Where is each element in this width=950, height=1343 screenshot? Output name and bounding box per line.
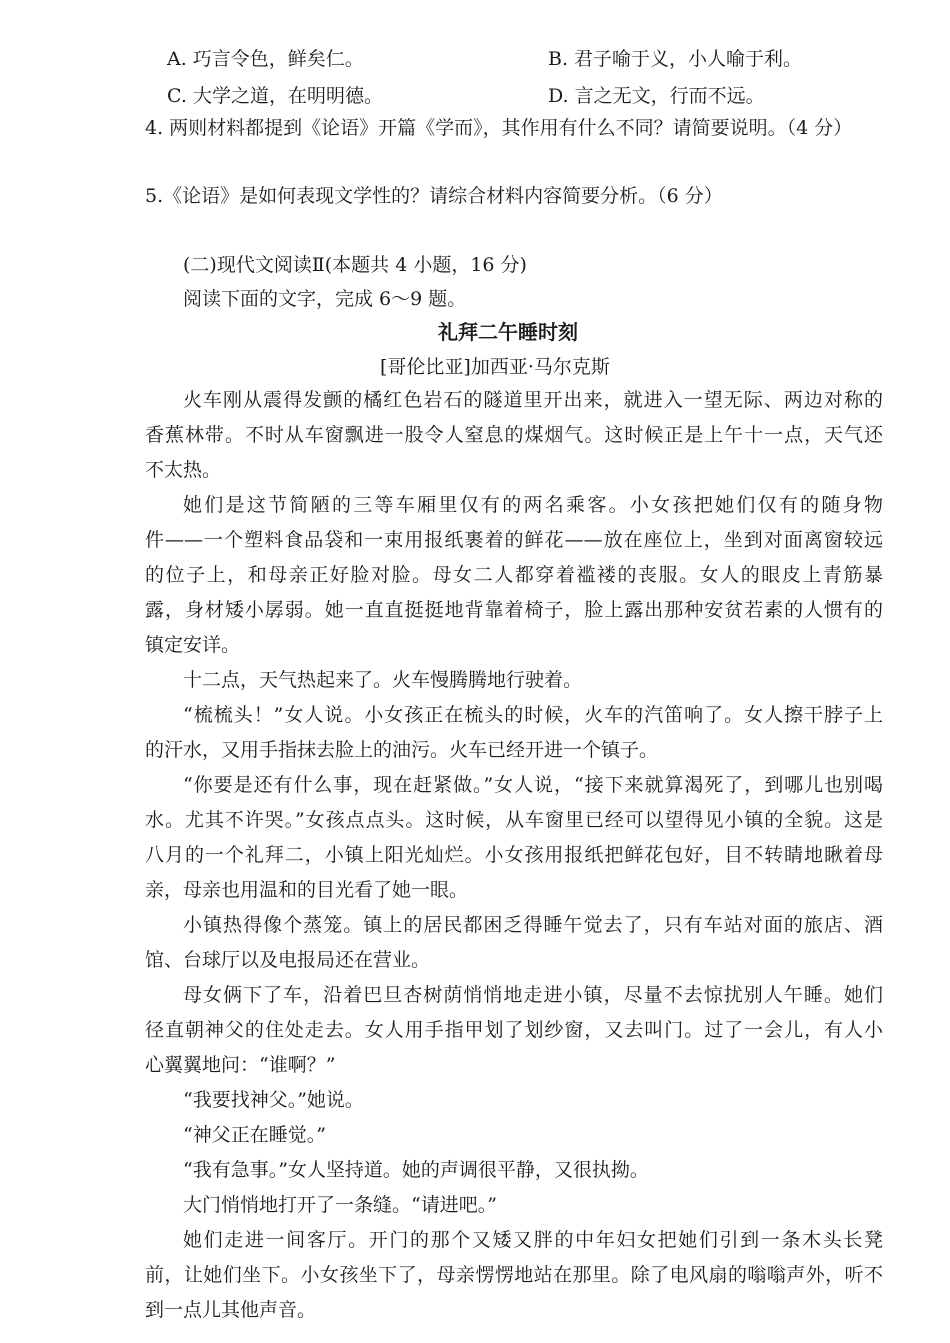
article-line: “我要找神父。”她说。 xyxy=(183,1089,364,1111)
article-line: 火车刚从震得发颤的橘红色岩石的隧道里开出来，就进入一望无际、两边对称的 xyxy=(183,389,883,411)
article-line: 不太热。 xyxy=(145,459,222,481)
article-line: 小镇热得像个蒸笼。镇上的居民都困乏得睡午觉去了，只有车站对面的旅店、酒 xyxy=(183,914,883,936)
article-line: “神父正在睡觉。” xyxy=(183,1124,326,1146)
article-line: 十二点，天气热起来了。火车慢腾腾地行驶着。 xyxy=(183,669,583,691)
section-heading: (二)现代文阅读Ⅱ(本题共 4 小题，16 分) xyxy=(183,254,527,276)
option-d: D. 言之无文，行而不远。 xyxy=(548,85,765,107)
article-line: 前，让她们坐下。小女孩坐下了，母亲愣愣地站在那里。除了电风扇的嗡嗡声外，听不 xyxy=(145,1264,883,1286)
article-line: 馆、台球厅以及电报局还在营业。 xyxy=(145,949,431,971)
article-title: 礼拜二午睡时刻 xyxy=(438,320,578,344)
option-b: B. 君子喻于义，小人喻于利。 xyxy=(548,48,803,70)
article-line: 香蕉林带。不时从车窗飘进一股令人窒息的煤烟气。这时候正是上午十一点，天气还 xyxy=(145,424,883,446)
option-a: A. 巧言令色，鲜矣仁。 xyxy=(167,48,364,70)
article-line: 到一点儿其他声音。 xyxy=(145,1299,317,1321)
article-line: 镇定安详。 xyxy=(145,634,241,656)
article-line: 母女俩下了车，沿着巴旦杏树荫悄悄地走进小镇，尽量不去惊扰别人午睡。她们 xyxy=(183,984,883,1006)
article-line: 八月的一个礼拜二，小镇上阳光灿烂。小女孩用报纸把鲜花包好，目不转睛地瞅着母 xyxy=(145,844,883,866)
article-line: 水。尤其不许哭。”女孩点点头。这时候，从车窗里已经可以望得见小镇的全貌。这是 xyxy=(145,809,883,831)
option-c: C. 大学之道，在明明德。 xyxy=(167,85,383,107)
article-author: [哥伦比亚]加西亚·马尔克斯 xyxy=(380,356,610,378)
article-line: 件——一个塑料食品袋和一束用报纸裹着的鲜花——放在座位上，坐到对面离窗较远 xyxy=(145,529,883,551)
article-line: 大门悄悄地打开了一条缝。“请进吧。” xyxy=(183,1194,497,1216)
article-line: “梳梳头！”女人说。小女孩正在梳头的时候，火车的汽笛响了。女人擦干脖子上 xyxy=(183,704,883,726)
article-line: “你要是还有什么事，现在赶紧做。”女人说，“接下来就算渴死了，到哪儿也别喝 xyxy=(183,774,883,796)
article-line: 的汗水，又用手指抹去脸上的油污。火车已经开进一个镇子。 xyxy=(145,739,659,761)
section-instruction: 阅读下面的文字，完成 6～9 题。 xyxy=(183,288,467,310)
article-line: 她们是这节简陋的三等车厢里仅有的两名乘客。小女孩把她们仅有的随身物 xyxy=(183,494,883,516)
question-5: 5.《论语》是如何表现文学性的？请综合材料内容简要分析。（6 分） xyxy=(145,185,723,207)
article-line: 露，身材矮小孱弱。她一直直挺挺地背靠着椅子，脸上露出那种安贫若素的人惯有的 xyxy=(145,599,883,621)
question-4: 4. 两则材料都提到《论语》开篇《学而》，其作用有什么不同？请简要说明。（4 分） xyxy=(145,117,853,139)
article-line: 亲，母亲也用温和的目光看了她一眼。 xyxy=(145,879,469,901)
article-line: 心翼翼地问：“谁啊？” xyxy=(145,1054,336,1076)
article-line: “我有急事。”女人坚持道。她的声调很平静，又很执拗。 xyxy=(183,1159,649,1181)
article-line: 径直朝神父的住处走去。女人用手指甲划了划纱窗，又去叫门。过了一会儿，有人小 xyxy=(145,1019,883,1041)
article-line: 她们走进一间客厅。开门的那个又矮又胖的中年妇女把她们引到一条木头长凳 xyxy=(183,1229,883,1251)
article-line: 的位子上，和母亲正好脸对脸。母女二人都穿着褴褛的丧服。女人的眼皮上青筋暴 xyxy=(145,564,883,586)
